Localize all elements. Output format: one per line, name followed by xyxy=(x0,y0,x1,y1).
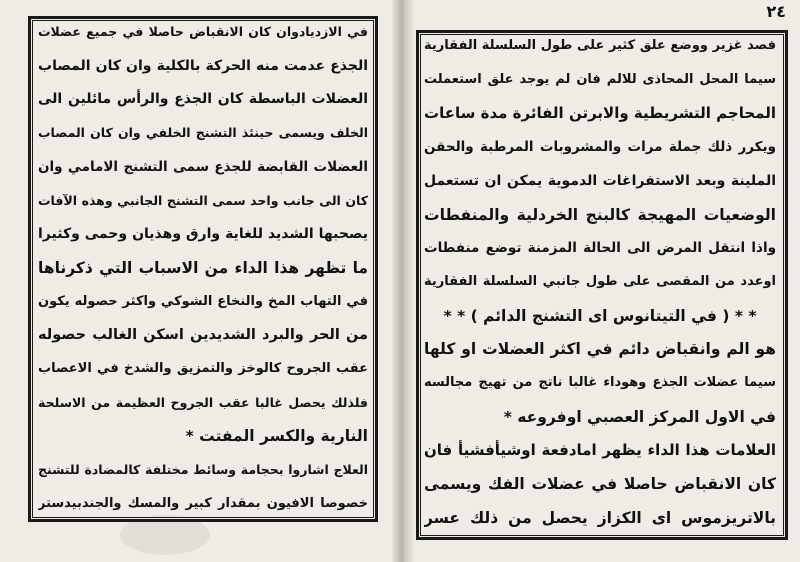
right-page-text-block xyxy=(424,36,776,528)
text-line: ما تظهر هذا الداء من الاسباب التي ذكرناها xyxy=(38,258,368,277)
book-gutter xyxy=(392,0,414,562)
text-line: سيما المحل المحاذى للالم فان لم يوجد علق استعملت xyxy=(424,71,776,87)
text-line: بالاتريزموس اى الكزاز يحصل من ذلك عسر xyxy=(424,508,776,527)
text-line: العلامات هذا الداء يظهر امادفعة اوشيأفشيأ فان xyxy=(424,441,776,460)
text-line: فصد غزير ووضع علق كثير على طول السلسلة الفقارية xyxy=(424,38,776,53)
text-line: العضلات الباسطة كان الجذع والرأس مائلين الى xyxy=(38,91,368,108)
text-line: ويكرر ذلك جملة مرات والمشروبات المرطبة والحقن xyxy=(424,139,776,156)
text-line: كان الانقباض حاصلا في عضلات الفك ويسمى xyxy=(424,475,776,494)
section-heading: * * ( في التيتانوس اى التشنج الدائم ) * * xyxy=(443,306,757,325)
left-page-text-block xyxy=(38,22,368,514)
text-line: العلاج اشاروا بحجامة وسائط مختلفة كالمضادة للتشنج xyxy=(38,462,368,478)
text-line: المحاجم التشريطية والابرتن الفائرة مدة ساعات xyxy=(424,104,776,123)
text-line: واذا انتقل المرض الى الحالة المزمنة توضع منفطات xyxy=(424,240,776,257)
text-line: اوعدد من المقصى على طول جانبي السلسلة الفقارية xyxy=(424,273,776,289)
text-line: الخلف ويسمى حينئذ التشنج الخلفي وان كان المصاب xyxy=(38,125,368,141)
page-number: ٢٤ xyxy=(766,2,786,21)
text-line: كان الى جانب واحد سمى التشنج الجانبي وهذه الآفات xyxy=(38,192,368,208)
text-line: في التهاب المخ والنخاع الشوكي واكثر حصوله يكون xyxy=(38,293,368,309)
text-line: سيما عضلات الجذع وهوداء غالبا ناتج من تهيج مجالسه xyxy=(424,375,776,391)
right-page xyxy=(414,0,800,562)
text-line: في الازديادوان كان الانقباض حاصلا في جميع عضلات xyxy=(38,24,368,39)
text-line: هو الم وانقباض دائم في اكثر العضلات او كلها xyxy=(424,340,776,359)
text-line: الجذع عدمت منه الحركة بالكلية وان كان المصاب xyxy=(38,57,368,74)
text-line: عقب الجروح كالوخز والتمزيق والشدخ في الاعصاب xyxy=(38,361,368,377)
text-line: يصحبها الشديد للغاية وارق وهذيان وحمى وكثيرا xyxy=(38,226,368,243)
text-line: من الحر والبرد الشديدين اسكن الغالب حصوله xyxy=(38,327,368,344)
text-line: فلذلك يحصل غالبا عقب الجروح العظيمة من الاسلحة xyxy=(38,394,368,410)
text-line: في الاول المركز العصبي اوفروعه * xyxy=(503,407,776,426)
text-line: الوضعيات المهيجة كالبنج الخردلية والمنفطات xyxy=(424,205,776,224)
left-page xyxy=(0,0,392,562)
text-line: خصوصا الافيون بمقدار كبير والمسك والجندبيدستر xyxy=(38,495,368,511)
text-line: العضلات القابضة للجذع سمى التشنج الامامي وان xyxy=(38,158,368,175)
text-line: الملينة وبعد الاستفراغات الدموية يمكن ان تستعمل xyxy=(424,172,776,189)
text-line: النارية والكسر المفتت * xyxy=(185,427,368,446)
